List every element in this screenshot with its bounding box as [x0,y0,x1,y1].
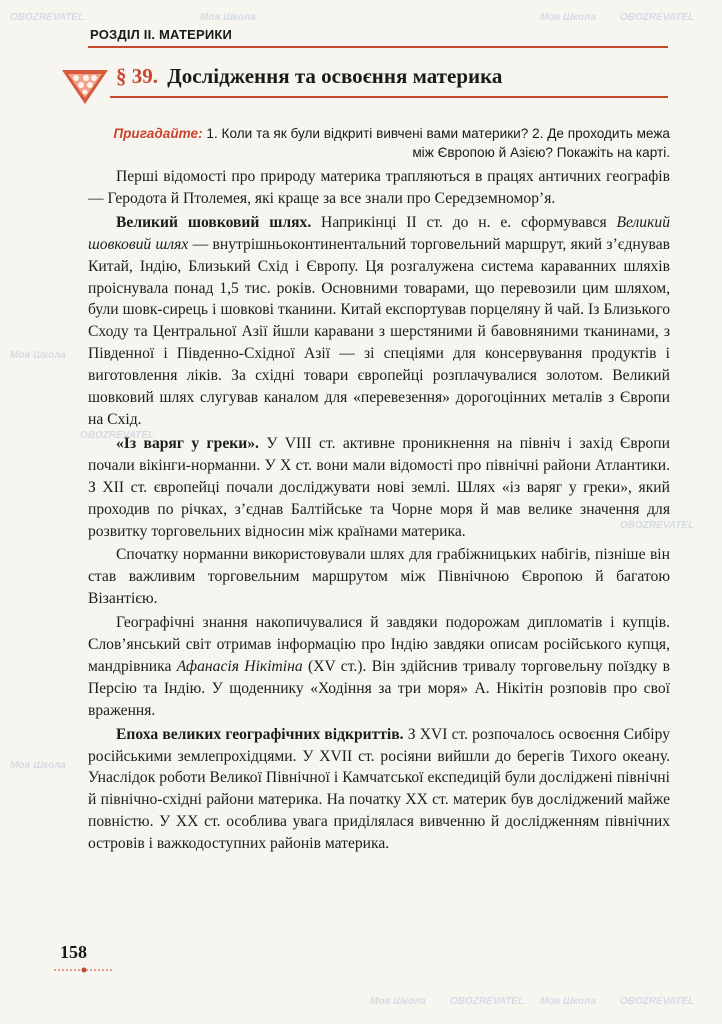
subheading: Великий шовковий шлях. [116,213,312,231]
watermark: Моя Школа [10,760,66,771]
watermark: OBOZREVATEL [620,520,695,531]
paragraph-text: Перші відомості про природу материка трапляються в працях античних географів — Геродота й Птолемея, які краще за все знали про Середземномор’я. [88,168,670,207]
watermark: Моя Школа [540,12,596,23]
watermark: Моя Школа [540,996,596,1007]
paragraph-text: Спочатку норманни використовували шлях для грабіжницьких набігів, пізніше він став важливим торговельним маршрутом між Північною Європою й багатою Візантією. [88,546,670,608]
paragraph [88,612,670,722]
paragraph [88,166,670,210]
section-heading [116,64,502,89]
chapter-title: РОЗДІЛ ІІ. МАТЕРИКИ [90,27,233,42]
watermark: Моя Школа [200,12,256,23]
watermark: OBOZREVATEL [10,12,85,23]
remember-text: 1. Коли та як були відкриті вивчені вами материки? 2. Де проходить межа між Європою й Азією? Покажіть на карті. [206,126,670,160]
watermark: Моя Школа [370,996,426,1007]
paragraph [88,212,670,431]
section-title: Дослідження та освоєння материка [167,64,503,88]
paragraph-text: Наприкінці ІІ ст. до н. е. сформувався [311,213,617,231]
watermark: OBOZREVATEL [450,996,525,1007]
paragraph-text: З XVI ст. розпочалось освоєння Сибіру російськими землепрохідцями. У XVII ст. росіяни вийшли до берегів Тихого океану. Унаслідок роботи Великої Північної і Камчатської експедицій були досліджені північні й північно-східні райони материка. На початку ХХ ст. материк був досліджений майже повністю. У ХХ ст. особлива увага приділялася вивченню й дослідженням північних островів і важкодоступних районів материка. [88,725,670,853]
subheading: «Із варяг у греки». [116,434,259,452]
chapter-header [88,24,668,48]
remember-prompt [110,124,670,162]
subheading: Епоха великих географічних відкриттів. [116,725,404,743]
watermark: OBOZREVATEL [80,430,155,441]
section-emblem-icon [60,64,110,106]
watermark: Моя Школа [10,350,66,361]
page-ornament-icon [54,966,114,974]
watermark: OBOZREVATEL [620,996,695,1007]
paragraph-text: (XV ст.). Він здійснив тривалу торговельну поїздку в Персію та Індію. У щоденнику «Ходіння за три моря» А. Нікітін розповів про свої враження. [88,657,670,719]
main-text [88,166,670,855]
term: Великий шовковий шлях [88,213,670,253]
paragraph-text: У VIII ст. активне проникнення на північ і захід Європи почали вікінги-норманни. У Х ст. вони мали відомості про північні райони Атлантики. З ХІІ ст. європейці почали досліджувати нові землі. Шлях «із варяг у греки», який проходив по річках, з’єднав Балтійське та Чорне моря й мав велике значення для розвитку торговельних відносин між країнами материка. [88,434,670,540]
remember-label: Пригадайте: [113,126,203,141]
paragraph [88,544,670,610]
section-number: § 39. [116,64,158,88]
page-number: 158 [60,942,87,962]
section-divider [110,96,668,98]
paragraph [88,433,670,543]
paragraph [88,724,670,855]
paragraph-text: Географічні знання накопичувалися й завдяки подорожам дипломатів і купців. Слов’янський світ отримав інформацію про Індію завдяки описам російського купця, мандрівника [88,614,670,675]
paragraph-text: — внутрішньоконтинентальний торговельний маршрут, який з’єднував Китай, Індію, Близький Схід і Європу. Ця розгалужена система караванних шляхів проіснувала понад 1,5 тис. років. Основними товарами, що перевозили цим шляхом, були шовк-сирець і шовкові тканини. Китай експортував порцеляну й чай. Із Близького Сходу та Центральної Азії йшли каравани з шерстяними й бавовняними тканинами, з Південної і Південно-Східної Азії — зі спеціями для консервування продуктів і виготовлення ліків. За східні товари європейці розплачувалися золотом. Великий шовковий шлях слугував каналом для «перевезення» дорогоцінних металів з Європи на Схід. [88,235,670,428]
watermark: OBOZREVATEL [620,12,695,23]
person-name: Афанасія Нікітіна [176,657,303,675]
